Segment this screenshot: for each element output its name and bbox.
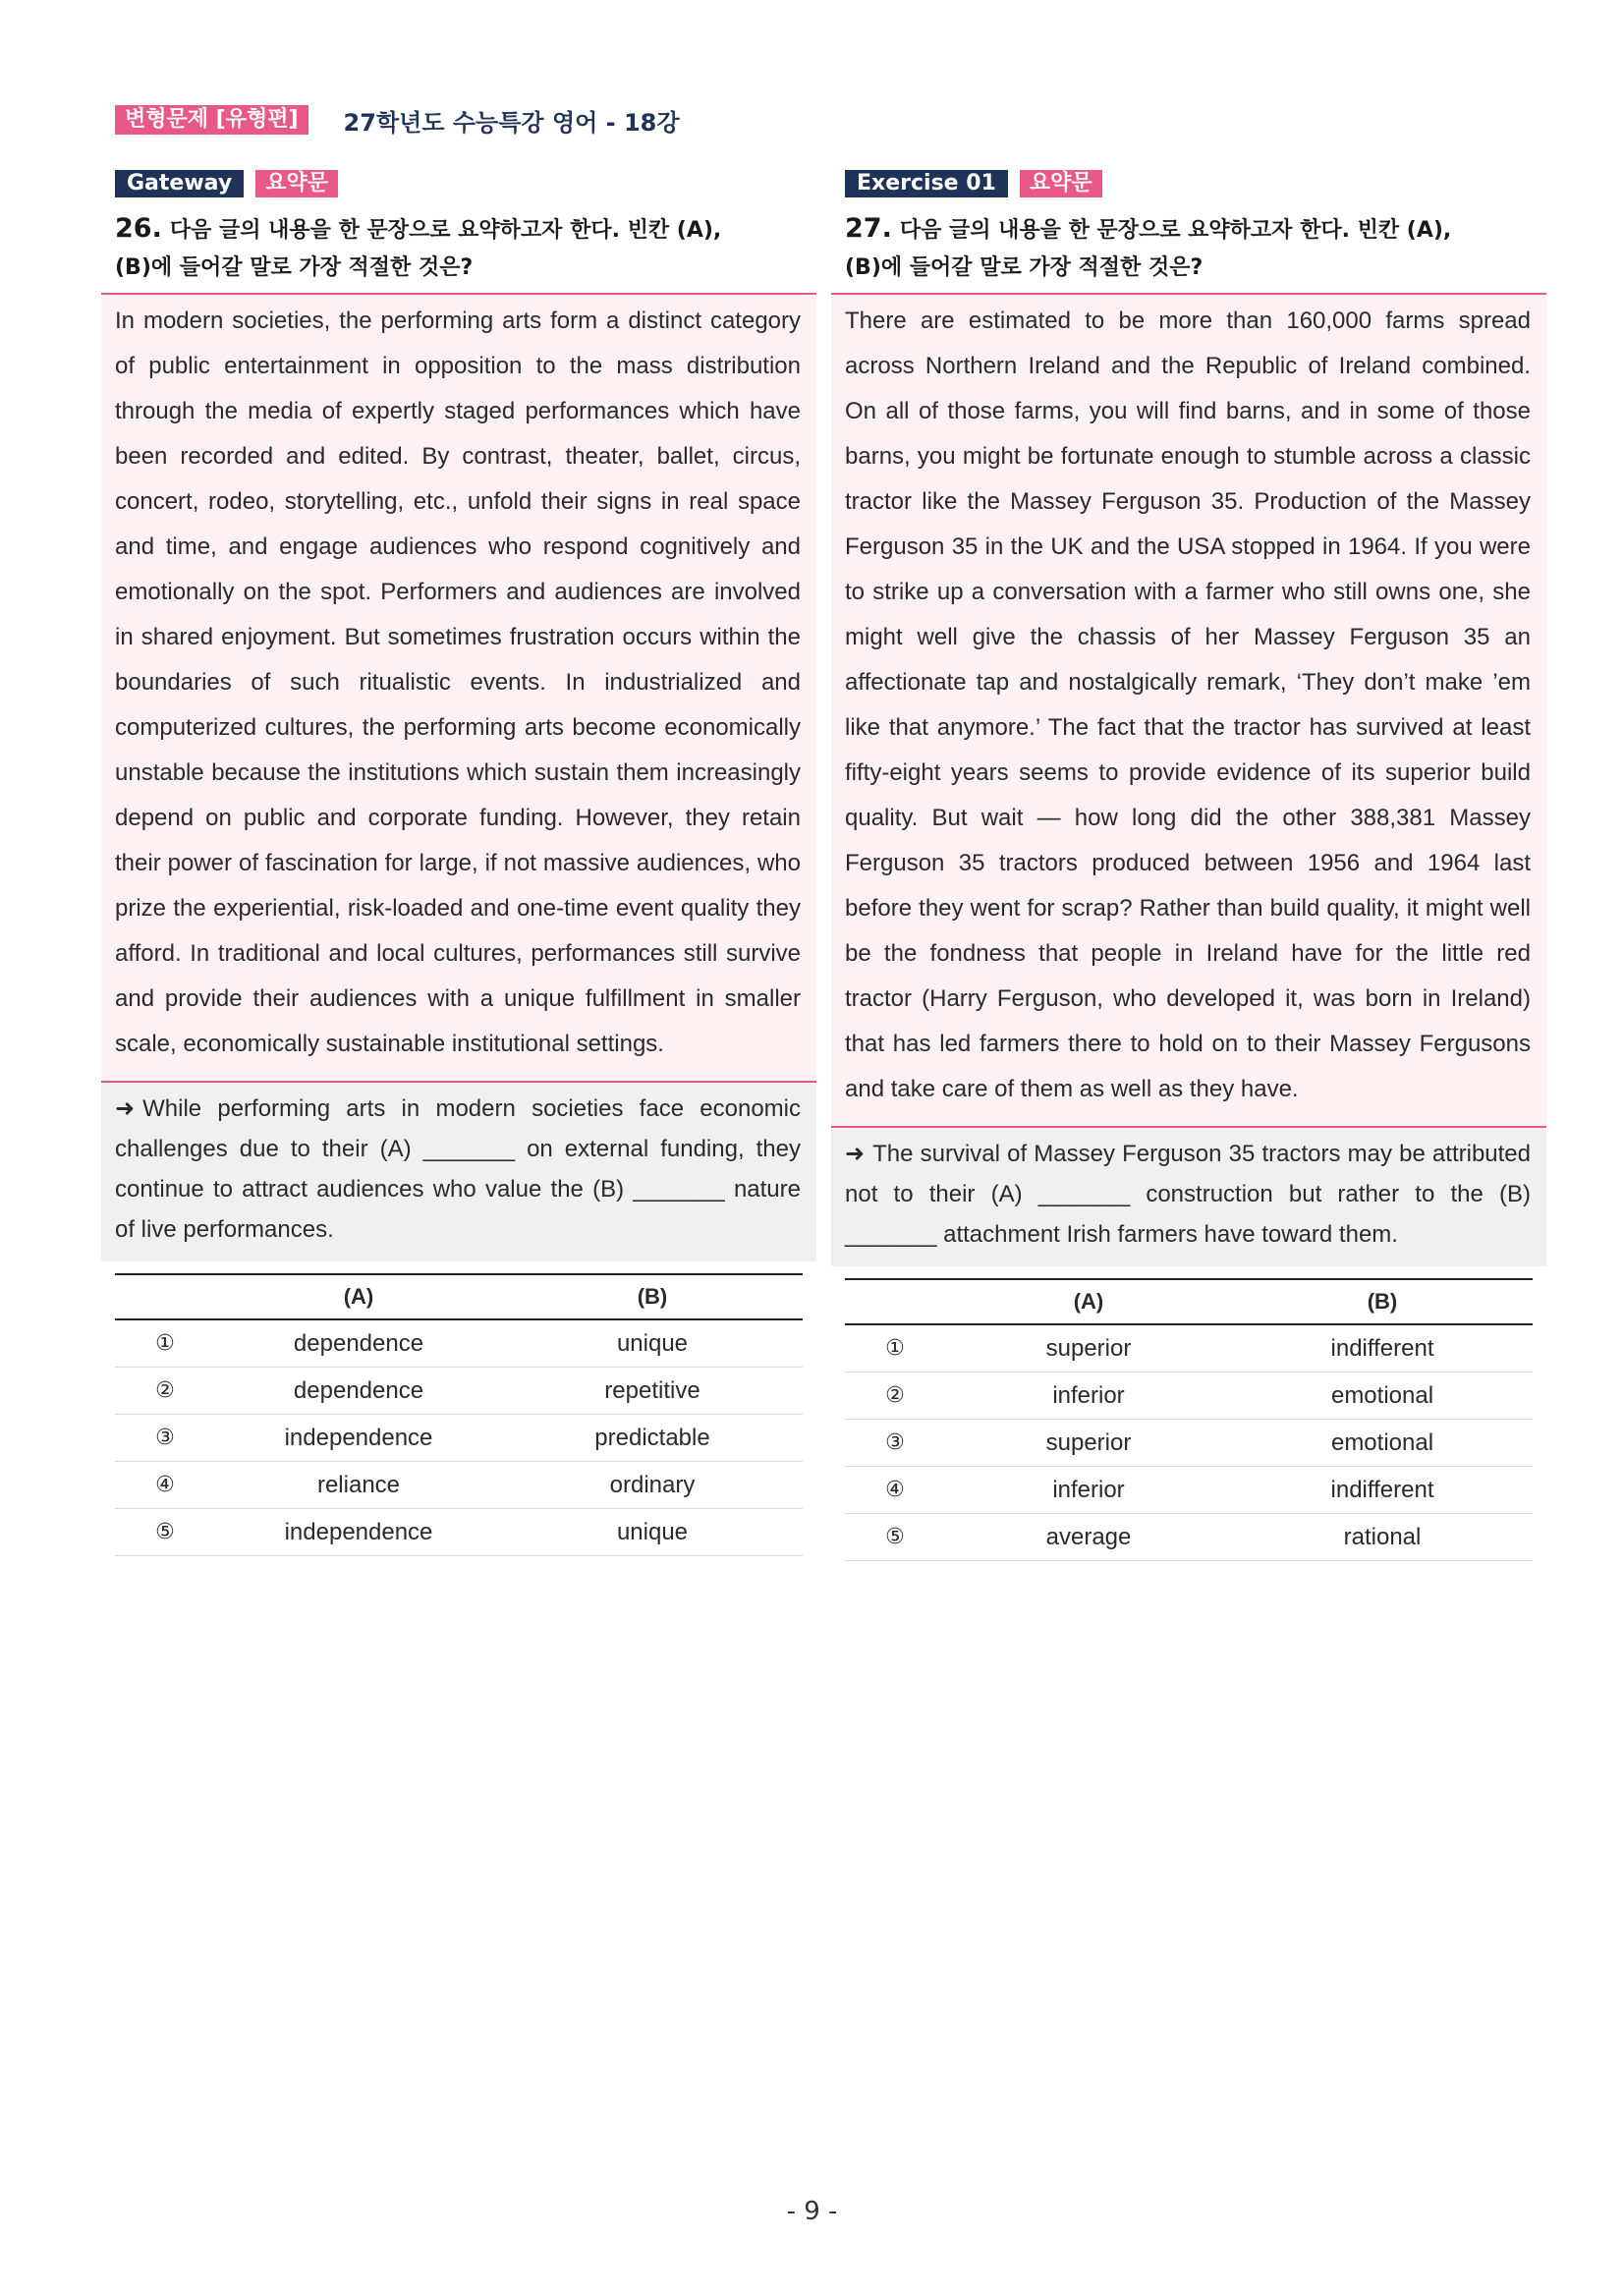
option-row[interactable] [115, 1462, 803, 1509]
option-number: ④ [845, 1467, 945, 1514]
header-title: 27학년도 수능특강 영어 - 18강 [343, 108, 680, 137]
question-text-line2: (B)에 들어갈 말로 가장 적절한 것은? [845, 255, 1204, 280]
option-a: superior [945, 1324, 1232, 1372]
option-number: ③ [115, 1415, 215, 1462]
option-number: ① [845, 1324, 945, 1372]
page-header [115, 104, 680, 136]
option-a: superior [945, 1420, 1232, 1467]
question-text-line2: (B)에 들어갈 말로 가장 적절한 것은? [115, 255, 474, 280]
question-number: 26. [115, 213, 162, 244]
option-b: emotional [1232, 1420, 1533, 1467]
option-row[interactable] [845, 1514, 1533, 1561]
options-header-a: (A) [215, 1274, 502, 1319]
question-text-line1: 다음 글의 내용을 한 문장으로 요약하고자 한다. 빈칸 (A), [899, 218, 1452, 243]
option-a: dependence [215, 1319, 502, 1368]
option-a: independence [215, 1509, 502, 1556]
option-row[interactable] [845, 1324, 1533, 1372]
option-number: ② [115, 1368, 215, 1415]
question-prompt [845, 210, 1533, 287]
option-b: ordinary [502, 1462, 803, 1509]
question-number: 27. [845, 213, 892, 244]
option-a: reliance [215, 1462, 502, 1509]
option-row[interactable] [115, 1509, 803, 1556]
options-header-row [845, 1279, 1533, 1324]
arrow-icon: ➜ [845, 1141, 866, 1167]
option-row[interactable] [115, 1368, 803, 1415]
options-header-b: (B) [1232, 1279, 1533, 1324]
page-number: - 9 - [786, 2197, 838, 2226]
option-b: unique [502, 1319, 803, 1368]
section-tag: Exercise 01 [845, 170, 1008, 197]
option-row[interactable] [845, 1372, 1533, 1420]
option-b: repetitive [502, 1368, 803, 1415]
option-number: ① [115, 1319, 215, 1368]
options-header-b: (B) [502, 1274, 803, 1319]
option-a: dependence [215, 1368, 502, 1415]
summary-text: While performing arts in modern societies face economic challenges due to their (A) _______ on external funding, they continue to attract audiences who value the (B) _______ nature of live performances. [115, 1095, 801, 1243]
options-header-blank [115, 1274, 215, 1319]
option-b: emotional [1232, 1372, 1533, 1420]
option-b: rational [1232, 1514, 1533, 1561]
option-number: ⑤ [115, 1509, 215, 1556]
summary-box [831, 1126, 1546, 1266]
passage: There are estimated to be more than 160,000 farms spread across Northern Ireland and the Republic of Ireland combined. On all of those farms, you will find barns, and in some of those barns, you might be fortunate enough to stumble across a classic tractor like the Massey Ferguson 35. Production of the Massey Ferguson 35 in the UK and the USA stopped in 1964. If you were to strike up a conversation with a farmer who still owns one, she might well give the chassis of her Massey Ferguson 35 an affectionate tap and nostalgically remark, ‘They don’t make ’em like that anymore.’ The fact that the tractor has survived at least fifty-eight years seems to provide evidence of its superior build quality. But wait — how long did the other 388,381 Massey Ferguson 35 tractors produced between 1956 and 1964 last before they went for scrap? Rather than build quality, it might well be the fondness that people in Ireland have for the little red tractor (Harry Ferguson, who developed it, was born in Ireland) that has led farmers there to hold on to their Massey Fergusons and take care of them as well as they have. [831, 293, 1546, 1126]
summary-box [101, 1081, 816, 1261]
question-26 [115, 169, 803, 1556]
section-tag: Gateway [115, 170, 244, 197]
option-row[interactable] [845, 1467, 1533, 1514]
options-header-row [115, 1274, 803, 1319]
option-b: unique [502, 1509, 803, 1556]
header-badge: 변형문제 [유형편] [115, 105, 308, 135]
type-tag: 요약문 [1020, 170, 1102, 197]
answer-options-table [845, 1278, 1533, 1561]
question-27 [845, 169, 1533, 1561]
option-number: ④ [115, 1462, 215, 1509]
options-header-blank [845, 1279, 945, 1324]
option-a: average [945, 1514, 1232, 1561]
arrow-icon: ➜ [115, 1095, 136, 1122]
summary-text: The survival of Massey Ferguson 35 tractors may be attributed not to their (A) _______ construction but rather to the (B) _______ attachment Irish farmers have toward them. [845, 1141, 1531, 1248]
option-number: ⑤ [845, 1514, 945, 1561]
type-tag: 요약문 [255, 170, 338, 197]
question-text-line1: 다음 글의 내용을 한 문장으로 요약하고자 한다. 빈칸 (A), [169, 218, 722, 243]
option-a: inferior [945, 1467, 1232, 1514]
option-b: indifferent [1232, 1324, 1533, 1372]
option-row[interactable] [115, 1415, 803, 1462]
question-prompt [115, 210, 803, 287]
option-b: predictable [502, 1415, 803, 1462]
option-number: ② [845, 1372, 945, 1420]
option-number: ③ [845, 1420, 945, 1467]
question-tags [845, 169, 1533, 198]
option-row[interactable] [115, 1319, 803, 1368]
answer-options-table [115, 1273, 803, 1556]
option-b: indifferent [1232, 1467, 1533, 1514]
option-row[interactable] [845, 1420, 1533, 1467]
option-a: inferior [945, 1372, 1232, 1420]
question-tags [115, 169, 803, 198]
options-header-a: (A) [945, 1279, 1232, 1324]
option-a: independence [215, 1415, 502, 1462]
passage: In modern societies, the performing arts form a distinct category of public entertainment in opposition to the mass distribution through the media of expertly staged performances which have been recorded and edited. By contrast, theater, ballet, circus, concert, rodeo, storytelling, etc., unfold their signs in real space and time, and engage audiences who respond cognitively and emotionally on the spot. Performers and audiences are involved in shared enjoyment. But sometimes frustration occurs within the boundaries of such ritualistic events. In industrialized and computerized cultures, the performing arts become economically unstable because the institutions which sustain them increasingly depend on public and corporate funding. However, they retain their power of fascination for large, if not massive audiences, who prize the experiential, risk-loaded and one-time event quality they afford. In traditional and local cultures, performances still survive and provide their audiences with a unique fulfillment in smaller scale, economically sustainable institutional settings. [101, 293, 816, 1081]
